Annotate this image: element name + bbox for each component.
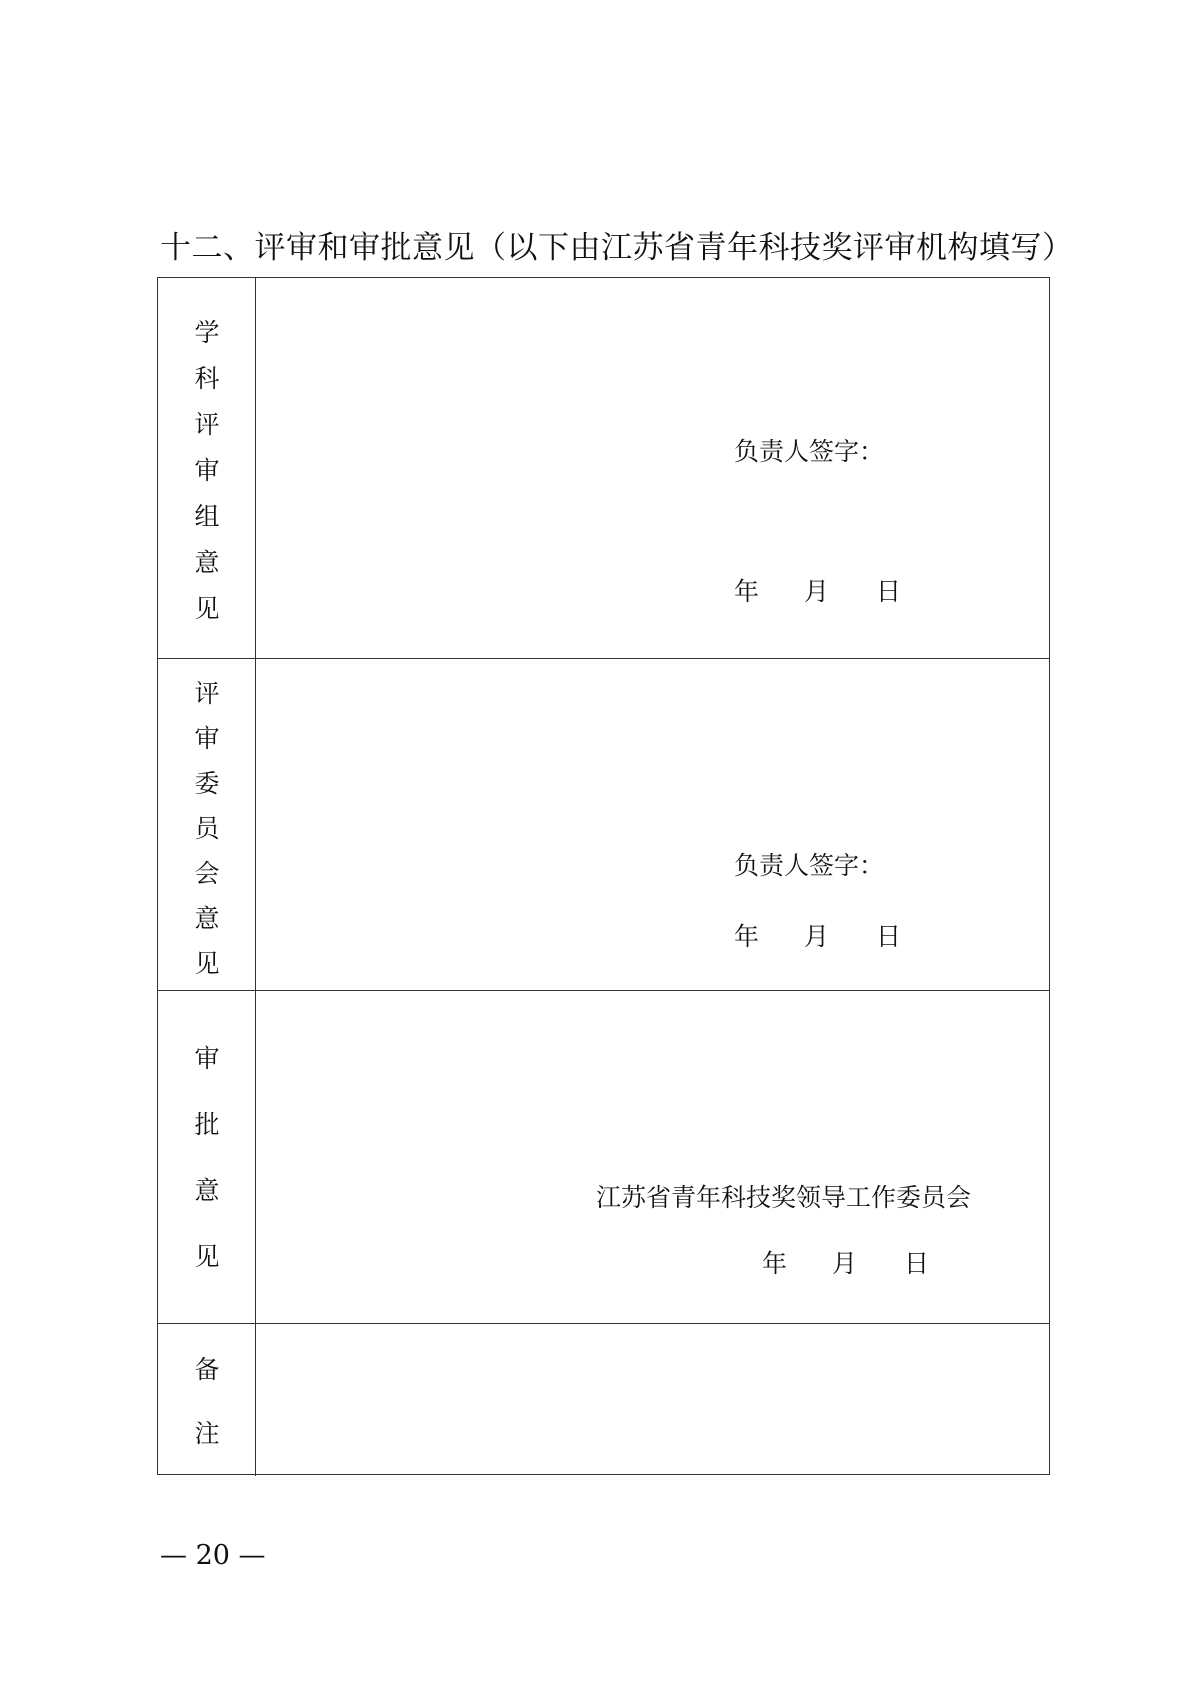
row-label-remarks	[158, 1324, 256, 1476]
label-char: 备	[194, 1355, 220, 1384]
signature-label: 负责人签字：	[734, 437, 885, 466]
label-char: 会	[194, 859, 220, 888]
label-char: 批	[194, 1110, 220, 1139]
date-month-label: 月	[804, 577, 830, 606]
date-year-label: 年	[734, 922, 760, 951]
remarks-field[interactable]	[256, 1324, 1049, 1476]
section-heading: 十二、评审和审批意见（以下由江苏省青年科技奖评审机构填写）	[160, 230, 1074, 266]
table-row-review-committee	[158, 659, 1049, 991]
label-char: 学	[194, 318, 220, 347]
date-day-label: 日	[876, 922, 902, 951]
label-char: 见	[194, 1242, 220, 1271]
label-char: 审	[194, 724, 220, 753]
table-row-remarks	[158, 1324, 1049, 1476]
approval-opinion-field[interactable]	[256, 991, 1049, 1323]
signature-label: 负责人签字：	[734, 851, 885, 880]
table-row-approval	[158, 991, 1049, 1324]
label-char: 见	[194, 594, 220, 623]
date-year-label: 年	[762, 1249, 788, 1278]
row-label-review-committee	[158, 659, 256, 990]
review-committee-opinion-field[interactable]	[256, 659, 1049, 990]
label-char: 注	[194, 1419, 220, 1448]
label-char: 意	[194, 1176, 220, 1205]
label-char: 科	[194, 364, 220, 393]
row-label-approval	[158, 991, 256, 1323]
organization-label: 江苏省青年科技奖领导工作委员会	[596, 1183, 972, 1212]
row-label-discipline-review	[158, 278, 256, 658]
table-row-discipline-review	[158, 278, 1049, 659]
date-month-label: 月	[832, 1249, 858, 1278]
label-char: 组	[194, 502, 220, 531]
date-day-label: 日	[904, 1249, 930, 1278]
label-char: 评	[194, 410, 220, 439]
label-char: 审	[194, 456, 220, 485]
label-char: 委	[194, 769, 220, 798]
discipline-review-opinion-field[interactable]	[256, 278, 1049, 658]
label-char: 意	[194, 548, 220, 577]
page-number: — 20 —	[160, 1540, 266, 1571]
date-month-label: 月	[804, 922, 830, 951]
date-day-label: 日	[876, 577, 902, 606]
label-char: 评	[194, 679, 220, 708]
date-year-label: 年	[734, 577, 760, 606]
label-char: 审	[194, 1044, 220, 1073]
review-approval-table	[157, 277, 1050, 1475]
label-char: 意	[194, 904, 220, 933]
label-char: 员	[194, 814, 220, 843]
label-char: 见	[194, 949, 220, 978]
